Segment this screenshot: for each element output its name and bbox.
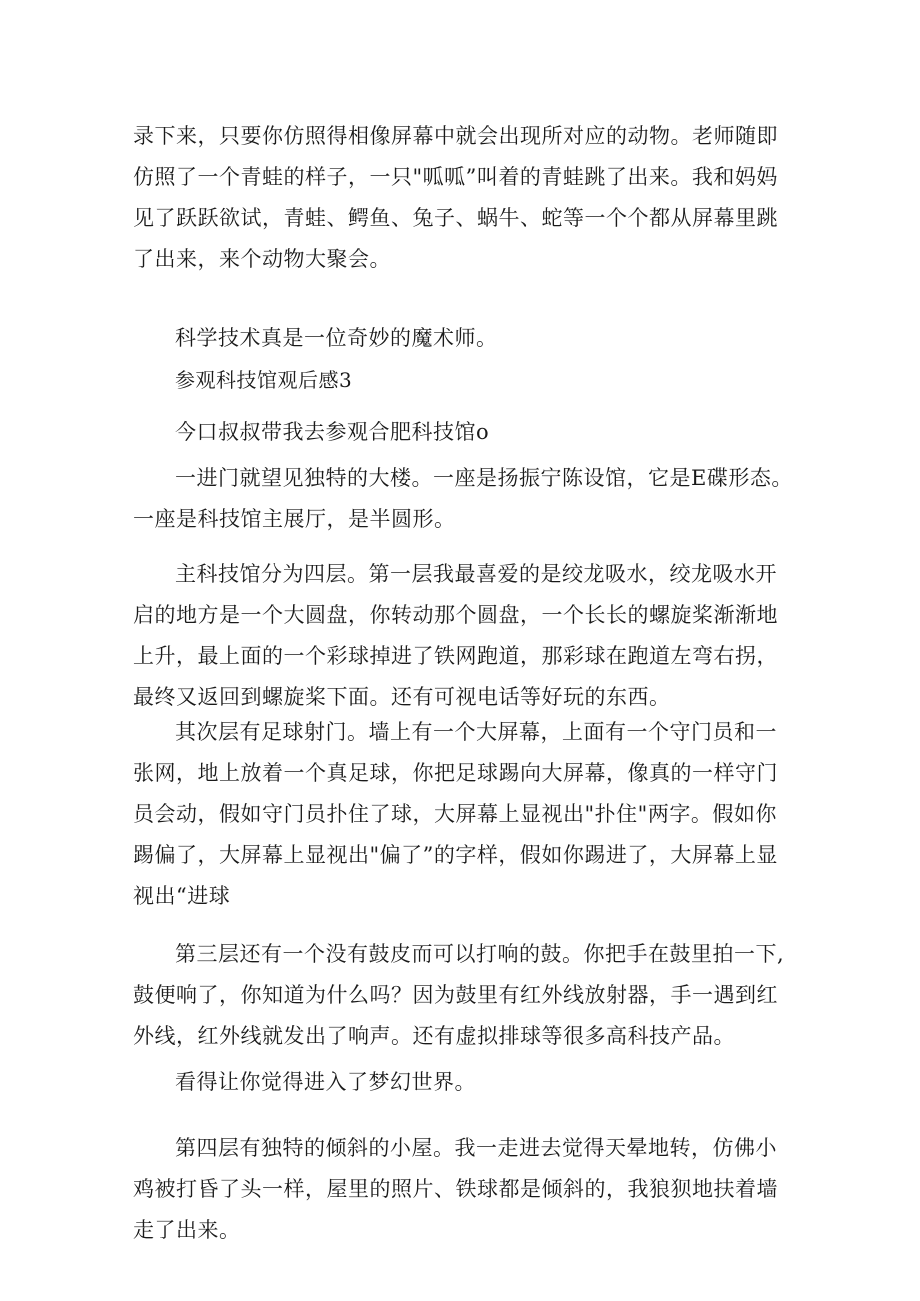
paragraph-10: 第四层有独特的倾斜的小屋。我一走进去觉得天晕地转，仿佛小鸡被打昏了头一样，屋里的照片、铁球都是倾斜的，我狼狈地扶着墙走了出来。 <box>133 1136 778 1242</box>
paragraph-4: 今口叔叔带我去参观合肥科技馆o <box>175 420 490 444</box>
paragraph-7: 其次层有足球射门。墙上有一个大屏幕，上面有一个守门员和一张网，地上放着一个真足球，你把足球踢向大屏幕，像真的一样守门员会动，假如守门员扑住了球，大屏幕上显视出"扑住"两字。假如你踢偏了，大屏幕上显视出"偏了”的字样，假如你踢进了，大屏幕上显视出“进球 <box>133 720 778 908</box>
paragraph-2: 科学技术真是一位奇妙的魔术师。 <box>175 326 498 350</box>
paragraph-8: 第三层还有一个没有鼓皮而可以打响的鼓。你把手在鼓里拍一下,鼓便响了，你知道为什么吗？因为鼓里有红外线放射器，手一遇到红外线，红外线就发出了响声。还有虚拟排球等很多高科技产品。 <box>133 942 785 1048</box>
paragraph-6: 主科技馆分为四层。第一层我最喜爱的是绞龙吸水，绞龙吸水开启的地方是一个大圆盘，你转动那个圆盘，一个长长的螺旋桨渐渐地上升，最上面的一个彩球掉进了铁网跑道，那彩球在跑道左弯右拐，最终又返回到螺旋桨下面。还有可视电话等好玩的东西。 <box>133 562 778 709</box>
paragraph-1: 录下来，只要你仿照得相像屏幕中就会出现所对应的动物。老师随即仿照了一个青蛙的样子，一只"呱呱”叫着的青蛙跳了出来。我和妈妈见了跃跃欲试，青蛙、鳄鱼、兔子、蜗牛、蛇等一个个都从屏幕里跳了出来，来个动物大聚会。 <box>133 124 778 271</box>
paragraph-9: 看得让你觉得进入了梦幻世界。 <box>175 1070 476 1094</box>
paragraph-5: 一进门就望见独特的大楼。一座是扬振宁陈设馆，它是E碟形态。一座是科技馆主展厅，是半圆形。 <box>133 466 793 531</box>
paragraph-3-heading: 参观科技馆观后感3 <box>175 368 353 392</box>
